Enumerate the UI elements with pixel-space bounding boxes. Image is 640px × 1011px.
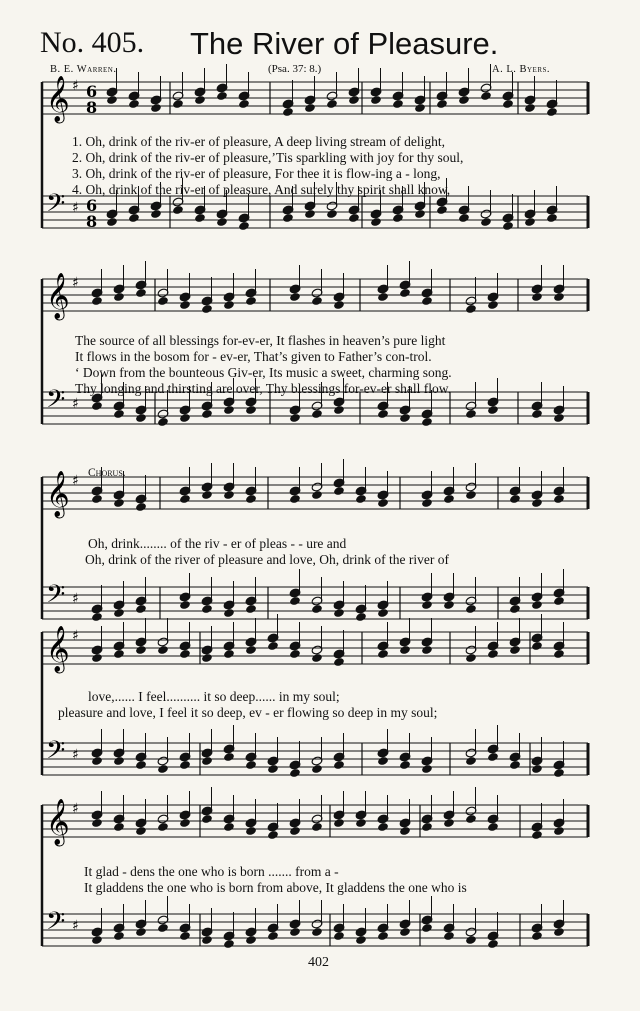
note-head	[245, 760, 257, 770]
note-head	[436, 205, 448, 215]
note-head	[267, 641, 279, 651]
note-head	[157, 417, 169, 427]
note-head	[172, 99, 184, 109]
note-head	[458, 95, 470, 105]
note-head	[135, 413, 147, 423]
note-head	[421, 764, 433, 774]
note-head	[106, 95, 118, 105]
note-head	[333, 300, 345, 310]
note-head	[414, 209, 426, 219]
note-head	[531, 498, 543, 508]
note-head	[377, 822, 389, 832]
composer-credit: A. L. Byers.	[492, 64, 551, 75]
note-head	[399, 645, 411, 655]
note-head	[553, 826, 565, 836]
note-head	[370, 217, 382, 227]
note-head	[304, 209, 316, 219]
note-head	[128, 99, 140, 109]
chorus-line-3-upper: It glad - dens the one who is born ....... from a -	[84, 864, 339, 879]
note-head	[333, 405, 345, 415]
verse-3-line-a: 3. Oh, drink of the riv-er of pleasure, For thee it is flow-ing a - long,	[72, 166, 441, 181]
note-head	[524, 217, 536, 227]
note-head	[553, 292, 565, 302]
verse-2-line-b: It flows in the bosom for - ev-er, That’s given to Father’s con-trol.	[75, 349, 432, 364]
note-head	[113, 822, 125, 832]
note-head	[421, 822, 433, 832]
note-head	[480, 91, 492, 101]
note-head	[201, 653, 213, 663]
note-head	[326, 99, 338, 109]
note-head	[487, 822, 499, 832]
note-head	[194, 95, 206, 105]
key-signature-sharp: ♯	[72, 747, 79, 763]
note-head	[289, 768, 301, 778]
chorus-line-2-lower: pleasure and love, I feel it so deep, ev - er flowing so deep in my soul;	[58, 705, 438, 720]
note-head	[135, 645, 147, 655]
note-head	[465, 814, 477, 824]
note-head	[355, 494, 367, 504]
key-signature-sharp: ♯	[72, 591, 79, 607]
note-head	[348, 213, 360, 223]
bass-clef: 𝄢	[46, 907, 66, 942]
note-head	[553, 649, 565, 659]
note-head	[113, 756, 125, 766]
note-head	[553, 494, 565, 504]
note-head	[223, 649, 235, 659]
note-head	[392, 213, 404, 223]
verse-4-line-b: Thy longing and thirsting are over, Thy blessings for-ev-er shall flow.	[75, 381, 451, 396]
note-head	[531, 764, 543, 774]
treble-clef: 𝄞	[46, 626, 70, 672]
bass-clef: 𝄢	[46, 736, 66, 771]
note-head	[172, 205, 184, 215]
note-head	[157, 645, 169, 655]
note-head	[553, 596, 565, 606]
note-head	[509, 760, 521, 770]
note-head	[465, 935, 477, 945]
note-head	[399, 927, 411, 937]
note-head	[443, 600, 455, 610]
chorus-line-1-upper: Oh, drink........ of the riv - er of pleas - - ure and	[88, 536, 347, 551]
note-head	[377, 931, 389, 941]
note-head	[553, 768, 565, 778]
note-head	[201, 604, 213, 614]
note-head	[377, 649, 389, 659]
note-head	[289, 826, 301, 836]
note-head	[553, 413, 565, 423]
note-head	[487, 649, 499, 659]
verse-3-line-b: ‘ Down from the bounteous Giv-er, Its music a sweet, charming song.	[75, 365, 452, 380]
key-signature-sharp: ♯	[72, 473, 79, 489]
note-head	[113, 498, 125, 508]
time-signature-bottom: 8	[86, 98, 98, 117]
note-head	[355, 612, 367, 622]
verse-1-line-a: 1. Oh, drink of the riv-er of pleasure, A deep living stream of delight,	[72, 134, 446, 149]
note-head	[311, 490, 323, 500]
note-head	[487, 752, 499, 762]
note-head	[179, 649, 191, 659]
note-head	[245, 935, 257, 945]
note-head	[128, 213, 140, 223]
note-head	[304, 103, 316, 113]
note-head	[245, 826, 257, 836]
note-head	[157, 296, 169, 306]
note-head	[238, 221, 250, 231]
verse-1-line-b: The source of all blessings for-ev-er, It flashes in heaven’s pure light	[75, 333, 446, 348]
chorus-line-1-lower: Oh, drink of the river of pleasure and love, Oh, drink of the river of	[85, 552, 450, 567]
note-head	[458, 213, 470, 223]
note-head	[443, 931, 455, 941]
note-head	[546, 213, 558, 223]
note-head	[216, 91, 228, 101]
note-head	[91, 653, 103, 663]
verse-4-line-a: 4. Oh, drink of the riv-er of pleasure, And surely thy spirit shall know,	[72, 182, 451, 197]
note-head	[223, 752, 235, 762]
note-head	[157, 822, 169, 832]
note-head	[311, 653, 323, 663]
note-head	[201, 304, 213, 314]
note-head	[531, 292, 543, 302]
note-head	[91, 756, 103, 766]
note-head	[465, 653, 477, 663]
note-head	[414, 103, 426, 113]
note-head	[216, 217, 228, 227]
note-head	[135, 760, 147, 770]
note-head	[91, 401, 103, 411]
key-signature-sharp: ♯	[72, 801, 79, 817]
note-head	[267, 830, 279, 840]
note-head	[201, 490, 213, 500]
note-head	[509, 604, 521, 614]
chorus-line-2-upper: love,...... I feel.......... it so deep...... in my soul;	[88, 689, 340, 704]
note-head	[326, 209, 338, 219]
note-head	[223, 490, 235, 500]
note-head	[194, 213, 206, 223]
note-head	[377, 756, 389, 766]
note-head	[113, 608, 125, 618]
note-head	[91, 296, 103, 306]
treble-clef: 𝄞	[46, 471, 70, 517]
note-head	[311, 822, 323, 832]
note-head	[465, 490, 477, 500]
note-head	[135, 502, 147, 512]
note-head	[333, 931, 345, 941]
note-head	[150, 103, 162, 113]
note-head	[201, 756, 213, 766]
note-head	[465, 304, 477, 314]
note-head	[421, 600, 433, 610]
key-signature-sharp: ♯	[72, 918, 79, 934]
note-head	[531, 600, 543, 610]
note-head	[91, 818, 103, 828]
note-head	[245, 645, 257, 655]
note-head	[531, 641, 543, 651]
note-head	[91, 494, 103, 504]
note-head	[443, 494, 455, 504]
note-head	[509, 645, 521, 655]
note-head	[223, 822, 235, 832]
note-head	[289, 596, 301, 606]
note-head	[487, 939, 499, 949]
note-head	[421, 296, 433, 306]
note-head	[179, 600, 191, 610]
note-head	[267, 764, 279, 774]
note-head	[333, 608, 345, 618]
treble-clef: 𝄞	[46, 273, 70, 319]
note-head	[377, 409, 389, 419]
note-head	[465, 756, 477, 766]
note-head	[524, 103, 536, 113]
page-number: 402	[308, 955, 329, 970]
note-head	[157, 764, 169, 774]
note-head	[480, 217, 492, 227]
note-head	[179, 300, 191, 310]
note-head	[245, 405, 257, 415]
note-head	[465, 409, 477, 419]
note-head	[311, 764, 323, 774]
note-head	[487, 405, 499, 415]
note-head	[531, 830, 543, 840]
note-head	[355, 818, 367, 828]
note-head	[223, 939, 235, 949]
note-head	[377, 498, 389, 508]
verse-2-line-a: 2. Oh, drink of the riv-er of pleasure,’Tis sparkling with joy for thy soul,	[72, 150, 464, 165]
bass-clef: 𝄢	[46, 189, 66, 224]
key-signature-sharp: ♯	[72, 396, 79, 412]
key-signature-sharp: ♯	[72, 78, 79, 94]
key-signature-sharp: ♯	[72, 275, 79, 291]
note-head	[113, 931, 125, 941]
note-head	[201, 814, 213, 824]
note-head	[311, 409, 323, 419]
hymn-number: No. 405.	[40, 26, 145, 59]
note-head	[531, 409, 543, 419]
note-head	[223, 405, 235, 415]
note-head	[502, 99, 514, 109]
note-head	[436, 99, 448, 109]
note-head	[421, 923, 433, 933]
note-head	[333, 486, 345, 496]
note-head	[289, 292, 301, 302]
note-head	[553, 927, 565, 937]
treble-clef: 𝄞	[46, 76, 70, 122]
note-head	[333, 657, 345, 667]
note-head	[443, 818, 455, 828]
bass-clef: 𝄢	[46, 580, 66, 615]
bass-clef: 𝄢	[46, 385, 66, 420]
note-head	[267, 931, 279, 941]
note-head	[113, 409, 125, 419]
note-head	[179, 494, 191, 504]
chorus-label: Chorus.	[88, 467, 126, 479]
treble-clef: 𝄞	[46, 799, 70, 845]
note-head	[223, 608, 235, 618]
note-head	[150, 209, 162, 219]
note-head	[245, 494, 257, 504]
note-head	[289, 413, 301, 423]
note-head	[531, 931, 543, 941]
note-head	[135, 288, 147, 298]
note-head	[113, 649, 125, 659]
note-head	[201, 935, 213, 945]
note-head	[509, 494, 521, 504]
note-head	[157, 923, 169, 933]
time-signature-bottom: 8	[86, 212, 98, 231]
note-head	[245, 296, 257, 306]
note-head	[201, 409, 213, 419]
note-head	[348, 95, 360, 105]
note-head	[91, 935, 103, 945]
note-head	[355, 935, 367, 945]
note-head	[399, 826, 411, 836]
note-head	[333, 760, 345, 770]
note-head	[311, 296, 323, 306]
note-head	[399, 413, 411, 423]
note-head	[91, 612, 103, 622]
note-head	[311, 927, 323, 937]
note-head	[487, 300, 499, 310]
note-head	[392, 99, 404, 109]
key-signature-sharp: ♯	[72, 628, 79, 644]
note-head	[465, 604, 477, 614]
key-signature-sharp: ♯	[72, 200, 79, 216]
note-head	[106, 217, 118, 227]
note-head	[377, 292, 389, 302]
note-head	[370, 95, 382, 105]
note-head	[179, 413, 191, 423]
note-head	[179, 931, 191, 941]
note-head	[113, 292, 125, 302]
note-head	[502, 221, 514, 231]
note-head	[399, 288, 411, 298]
note-head	[421, 417, 433, 427]
hymn-title: The River of Pleasure.	[190, 26, 499, 61]
note-head	[135, 927, 147, 937]
note-head	[421, 498, 433, 508]
note-head	[282, 107, 294, 117]
note-head	[179, 818, 191, 828]
note-head	[399, 760, 411, 770]
chorus-line-3-lower: It gladdens the one who is born from above, It gladdens the one who is	[84, 880, 467, 895]
note-head	[238, 99, 250, 109]
note-head	[135, 604, 147, 614]
note-head	[546, 107, 558, 117]
note-head	[377, 608, 389, 618]
note-head	[289, 927, 301, 937]
lyricist-credit: B. E. Warren.	[50, 64, 117, 75]
time-signature-top: 6	[86, 82, 98, 101]
note-head	[289, 649, 301, 659]
note-head	[245, 604, 257, 614]
note-head	[135, 826, 147, 836]
note-head	[421, 645, 433, 655]
note-head	[282, 213, 294, 223]
note-head	[311, 604, 323, 614]
note-head	[333, 818, 345, 828]
note-head	[179, 760, 191, 770]
time-signature-top: 6	[86, 196, 98, 215]
scripture-reference: (Psa. 37: 8.)	[268, 63, 322, 75]
note-head	[223, 300, 235, 310]
note-head	[289, 494, 301, 504]
